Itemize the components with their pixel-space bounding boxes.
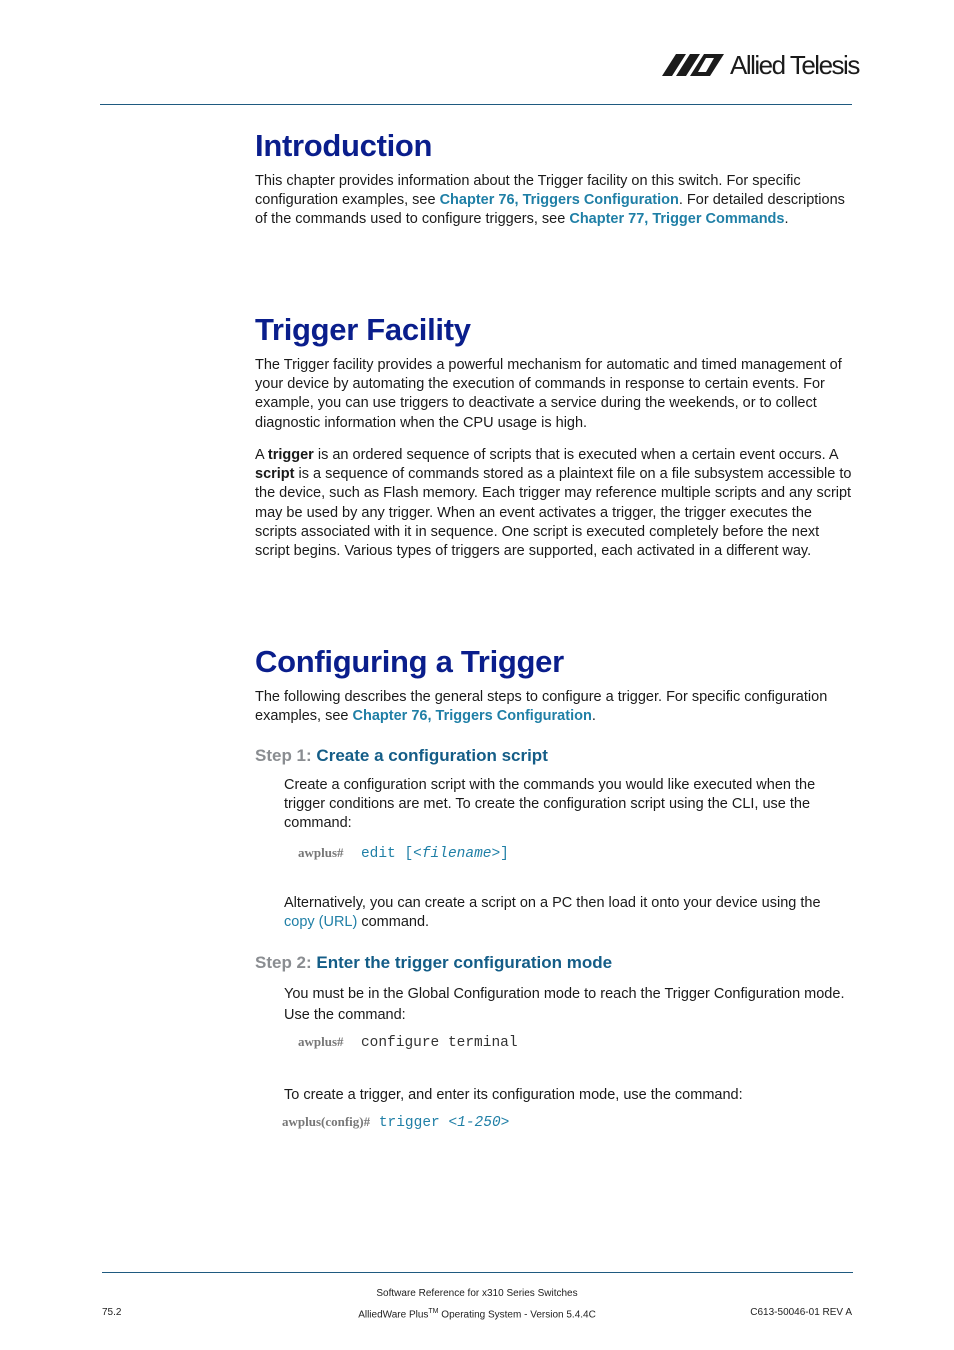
configuring-trigger-heading: Configuring a Trigger [255, 644, 564, 679]
step-2-command: awplus# configure terminal [298, 1034, 518, 1051]
logo-text: Allied Telesis [730, 50, 859, 80]
step-2-create-paragraph: To create a trigger, and enter its configuration mode, use the command: [284, 1087, 743, 1103]
document-id: C613-50046-01 REV A [750, 1307, 852, 1318]
footer-rule [102, 1272, 853, 1273]
page-number: 75.2 [102, 1307, 122, 1318]
footer-title: Software Reference for x310 Series Switches [376, 1288, 578, 1299]
link-chapter-76[interactable]: Chapter 76, Triggers Configuration [439, 192, 679, 209]
link-copy-url[interactable]: copy (URL) [284, 914, 358, 931]
facility-paragraph-2: A trigger is an ordered sequence of scripts that is executed when a certain event occurs. A script is a sequence of commands stored as a plaintext file on a file subsystem accessible to the device, such as Flash memory. Each trigger may reference multiple scripts and any script may be used by any trigger. When an event activates a trigger, the trigger executes the scripts associated with it in sequence. One script is executed completely before the next script begins. Various types of triggers are supported, each activated in a different way. [255, 447, 852, 560]
link-chapter-76-b[interactable]: Chapter 76, Triggers Configuration [352, 708, 592, 725]
allied-telesis-logo-mark-icon [662, 54, 724, 76]
step-2-heading: Step 2: Enter the trigger configuration mode [255, 953, 613, 972]
configuring-paragraph: The following describes the general steps to configure a trigger. For specific configuration examples, see Chapter 76, Triggers Configuration. [255, 689, 828, 725]
allied-telesis-logo [662, 50, 859, 80]
trigger-facility-heading: Trigger Facility [255, 312, 471, 347]
step-1-alternative-paragraph: Alternatively, you can create a script on a PC then load it onto your device using the copy (URL) command. [284, 895, 821, 931]
facility-paragraph-1: The Trigger facility provides a powerful mechanism for automatic and timed management of your device by automating the execution of commands in response to certain events. For example, you can use triggers to deactivate a service during the weekends, or to collect diagnostic information when the CPU usage is high. [255, 357, 842, 431]
trigger-command: awplus(config)# trigger <1-250> [282, 1114, 510, 1131]
step-1-heading: Step 1: Create a configuration script [255, 746, 548, 765]
introduction-paragraph: This chapter provides information about the Trigger facility on this switch. For specific configuration examples, see Chapter 76, Triggers Configuration. For detailed descriptions of the commands used to configure triggers, see Chapter 77, Trigger Commands. [255, 173, 845, 228]
header-rule [100, 104, 852, 105]
introduction-heading: Introduction [255, 128, 433, 163]
step-1-command: awplus# edit [<filename>] [298, 845, 509, 862]
link-chapter-77[interactable]: Chapter 77, Trigger Commands [569, 211, 785, 228]
footer-product: AlliedWare Plus™ Operating System - Version 5.4.4C [358, 1308, 596, 1321]
step-2-paragraph: You must be in the Global Configuration mode to reach the Trigger Configuration mode. Use the command: [284, 986, 845, 1023]
step-1-paragraph: Create a configuration script with the commands you would like executed when the trigger conditions are met. To create the configuration script using the CLI, use the command: [284, 777, 816, 832]
